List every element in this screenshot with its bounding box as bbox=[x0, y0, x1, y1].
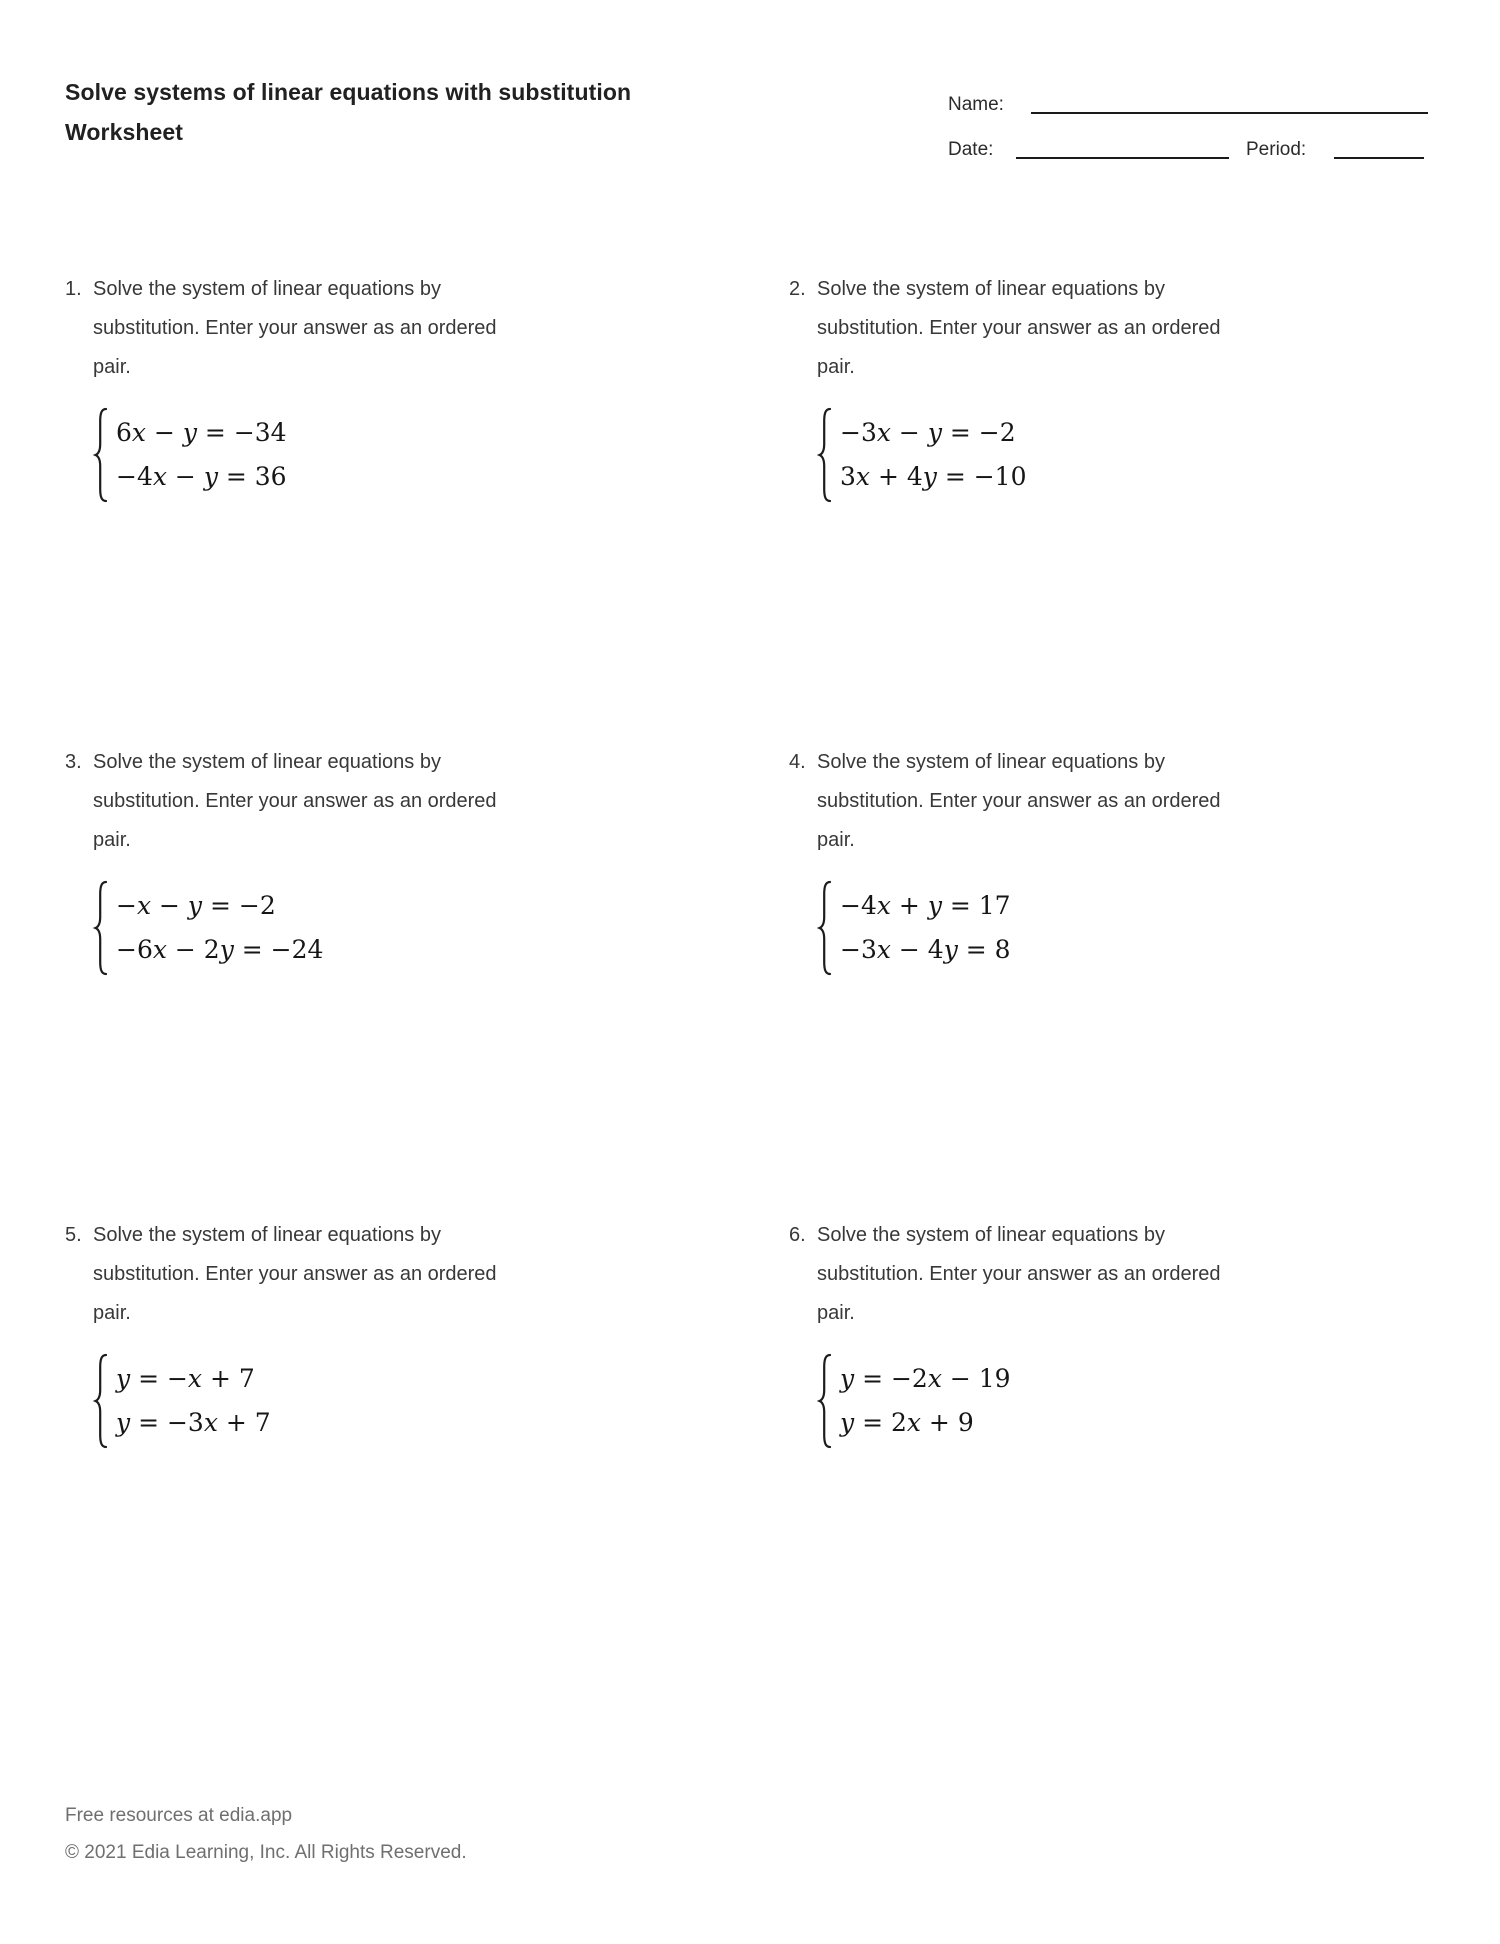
problem-2 bbox=[789, 270, 1409, 503]
problem-prompt bbox=[789, 270, 1409, 387]
date-field-line bbox=[1016, 157, 1229, 159]
problem-number: 3. bbox=[65, 751, 82, 773]
prompt-text bbox=[93, 270, 497, 387]
prompt-text bbox=[93, 1216, 497, 1333]
problem-prompt bbox=[65, 270, 685, 387]
problem-number: 5. bbox=[65, 1224, 82, 1246]
problem-number: 4. bbox=[789, 751, 806, 773]
equation-line: −3x − y = −2 bbox=[840, 418, 1016, 447]
name-field-label: Name: bbox=[948, 94, 1004, 115]
equation-system bbox=[93, 407, 685, 503]
equation-system bbox=[93, 880, 685, 976]
problem-1 bbox=[65, 270, 685, 503]
left-brace-icon bbox=[93, 407, 109, 503]
name-field-line bbox=[1031, 112, 1428, 114]
prompt-line: Solve the system of linear equations by bbox=[93, 1224, 441, 1246]
prompt-line: pair. bbox=[817, 829, 855, 851]
period-field-line bbox=[1334, 157, 1424, 159]
equation-stack bbox=[116, 411, 287, 499]
prompt-line: substitution. Enter your answer as an ordered bbox=[93, 317, 497, 339]
period-field-label: Period: bbox=[1246, 139, 1307, 160]
problem-number: 2. bbox=[789, 278, 806, 300]
page-footer bbox=[65, 1797, 467, 1871]
problem-3 bbox=[65, 743, 685, 976]
problem-prompt bbox=[789, 743, 1409, 860]
prompt-line: Solve the system of linear equations by bbox=[93, 751, 441, 773]
equation-line: y = 2x + 9 bbox=[840, 1408, 974, 1437]
equation-line: −x − y = −2 bbox=[116, 891, 276, 920]
prompt-text bbox=[817, 270, 1221, 387]
problem-prompt bbox=[789, 1216, 1409, 1333]
equation-line: −4x + y = 17 bbox=[840, 891, 1011, 920]
prompt-text bbox=[817, 743, 1221, 860]
prompt-line: pair. bbox=[93, 356, 131, 378]
problem-prompt bbox=[65, 743, 685, 860]
prompt-line: pair. bbox=[817, 356, 855, 378]
equation-stack bbox=[840, 411, 1027, 499]
equation-system bbox=[817, 1353, 1409, 1449]
equation-stack bbox=[116, 884, 323, 972]
equation-line: y = −2x − 19 bbox=[840, 1364, 1011, 1393]
prompt-line: Solve the system of linear equations by bbox=[817, 751, 1165, 773]
problem-prompt bbox=[65, 1216, 685, 1333]
problem-6 bbox=[789, 1216, 1409, 1449]
prompt-text bbox=[817, 1216, 1221, 1333]
prompt-line: Solve the system of linear equations by bbox=[817, 1224, 1165, 1246]
date-field-label: Date: bbox=[948, 139, 994, 160]
equation-stack bbox=[840, 1357, 1011, 1445]
left-brace-icon bbox=[817, 407, 833, 503]
problem-number: 1. bbox=[65, 278, 82, 300]
prompt-line: pair. bbox=[93, 1302, 131, 1324]
page-title-line1: Solve systems of linear equations with substitution bbox=[65, 79, 632, 105]
equation-system bbox=[817, 407, 1409, 503]
prompt-line: pair. bbox=[93, 829, 131, 851]
equation-line: 6x − y = −34 bbox=[116, 418, 287, 447]
prompt-line: pair. bbox=[817, 1302, 855, 1324]
prompt-line: Solve the system of linear equations by bbox=[93, 278, 441, 300]
equation-system bbox=[93, 1353, 685, 1449]
equation-line: y = −x + 7 bbox=[116, 1364, 255, 1393]
footer-line1: Free resources at edia.app bbox=[65, 1805, 293, 1826]
problem-5 bbox=[65, 1216, 685, 1449]
prompt-line: substitution. Enter your answer as an ordered bbox=[817, 317, 1221, 339]
left-brace-icon bbox=[817, 880, 833, 976]
equation-line: −4x − y = 36 bbox=[116, 462, 287, 491]
equation-line: y = −3x + 7 bbox=[116, 1408, 271, 1437]
prompt-line: substitution. Enter your answer as an ordered bbox=[93, 1263, 497, 1285]
left-brace-icon bbox=[817, 1353, 833, 1449]
left-brace-icon bbox=[93, 1353, 109, 1449]
prompt-line: substitution. Enter your answer as an ordered bbox=[817, 790, 1221, 812]
equation-system bbox=[817, 880, 1409, 976]
equation-line: 3x + 4y = −10 bbox=[840, 462, 1027, 491]
prompt-line: substitution. Enter your answer as an ordered bbox=[93, 790, 497, 812]
problem-number: 6. bbox=[789, 1224, 806, 1246]
footer-line2: © 2021 Edia Learning, Inc. All Rights Reserved. bbox=[65, 1842, 467, 1863]
left-brace-icon bbox=[93, 880, 109, 976]
page-title-line2: Worksheet bbox=[65, 119, 184, 145]
problem-4 bbox=[789, 743, 1409, 976]
prompt-text bbox=[93, 743, 497, 860]
prompt-line: Solve the system of linear equations by bbox=[817, 278, 1165, 300]
equation-line: −6x − 2y = −24 bbox=[116, 935, 324, 964]
prompt-line: substitution. Enter your answer as an ordered bbox=[817, 1263, 1221, 1285]
page-title bbox=[65, 72, 631, 152]
equation-line: −3x − 4y = 8 bbox=[840, 935, 1011, 964]
equation-stack bbox=[116, 1357, 271, 1445]
equation-stack bbox=[840, 884, 1011, 972]
